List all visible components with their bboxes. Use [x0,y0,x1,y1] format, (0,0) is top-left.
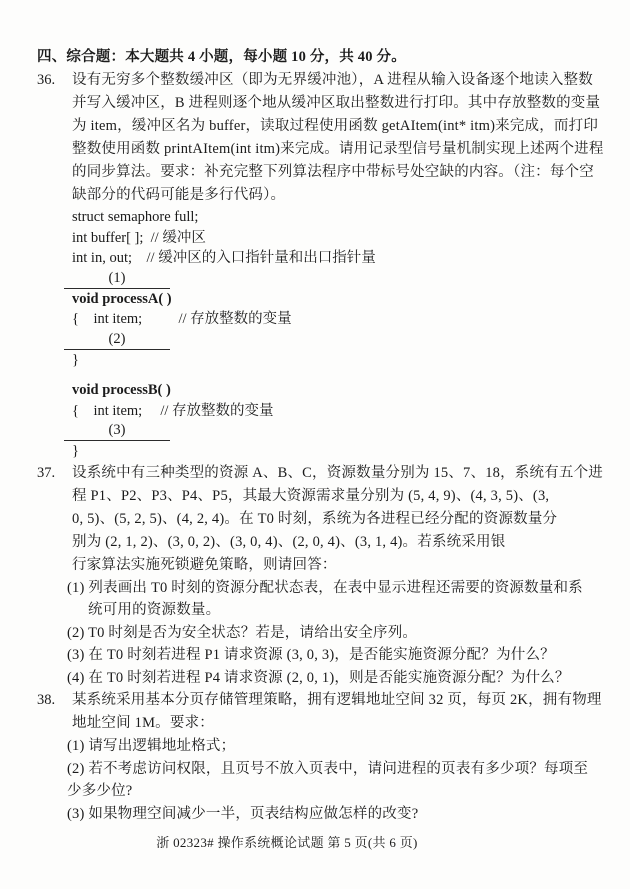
section-header: 四、综合题：本大题共 4 小题，每小题 10 分，共 40 分。 [37,49,406,65]
question-36-line-5: 的同步算法。要求：补充完整下列算法程序中带标号处空缺的内容。（注：每个空 [72,164,594,180]
question-36-number: 36. [37,72,56,88]
question-38-line-1: 某系统采用基本分页存储管理策略，拥有逻辑地址空间 32 页，每页 2K，拥有物理 [72,692,602,708]
code-line-processA-close: } [72,351,79,368]
code-line-struct-semaphore: struct semaphore full; [72,209,199,225]
question-38-line-2: 地址空间 1M。要求： [72,715,214,731]
question-36-line-1: 设有无穷多个整数缓冲区（即为无界缓冲池），A 进程从输入设备逐个地读入整数 [72,72,593,88]
code-line-void-processA: void processA( ) [72,290,172,307]
question-36 [37,69,604,462]
question-36-line-3: 为 item，缓冲区名为 buffer，读取过程使用函数 getAItem(int* itm)来完成，而打印 [72,118,599,134]
question-38-number: 38. [37,692,56,708]
question-38-body [67,689,604,825]
question-37-line-4: 别为 (2, 1, 2)、(3, 0, 2)、(3, 0, 4)、(2, 0, 4)、(3, 1, 4)。若系统采用银 [72,533,506,550]
question-37-subitem-1-wrap: 统可用的资源数量。 [88,602,221,618]
question-37 [37,462,604,690]
question-38 [37,689,604,825]
code-line-processB-close: } [72,443,79,459]
question-37-line-3: 0, 5)、(5, 2, 5)、(4, 2, 4)。在 T0 时刻，系统为各进程已经分配的资源数量分 [72,510,558,527]
question-37-subitem-1: (1) 列表画出 T0 时刻的资源分配状态表，在表中显示进程还需要的资源数量和系 [67,579,583,596]
question-38-subitem-3: (3) 如果物理空间减少一半，页表结构应做怎样的改变? [67,805,419,822]
question-37-body [67,462,604,690]
question-37-number: 37. [37,464,56,481]
code-line-processA-item: { int item; // 存放整数的变量 [72,311,292,327]
question-38-subitems [67,735,604,825]
fill-blank-3: (3) [64,421,170,441]
question-37-line-1: 设系统中有三种类型的资源 A、B、C，资源数量分别为 15、7、18，系统有五个进 [72,464,604,481]
code-line-int-in-out: int in, out; // 缓冲区的入口指针量和出口指针量 [72,250,376,266]
code-line-void-processB: void processB( ) [72,382,171,398]
code-block-gap [72,370,604,380]
question-37-subitem-4: (4) 在 T0 时刻若进程 P4 请求资源 (2, 0, 1)，则是否能实施资源分配？为什么？ [67,669,570,686]
question-36-line-2: 并写入缓冲区，B 进程则逐个地从缓冲区取出整数进行打印。其中存放整数的变量 [72,95,601,111]
question-38-subitem-2: (2) 若不考虑访问权限，且页号不放入页表中，请问进程的页表有多少项？每项至 [67,760,589,777]
fill-blank-2: (2) [64,330,170,350]
page-footer: 浙 02323# 操作系统概论试题 第 5 页(共 6 页) [156,835,418,850]
question-37-line-5: 行家算法实施死锁避免策略，则请回答： [72,556,337,573]
code-block [72,207,604,462]
question-37-line-2: 程 P1、P2、P3、P4、P5，其最大资源需求量分别为 (5, 4, 9)、(4, 3, 5)、(3, [72,487,550,504]
question-38-subitem-2-wrap: 少多少位? [67,783,133,799]
question-37-subitem-3: (3) 在 T0 时刻若进程 P1 请求资源 (3, 0, 3)，是否能实施资源分配？为什么？ [67,647,555,663]
question-37-subitems [67,577,604,690]
question-36-line-6: 缺部分的代码可能是多行代码）。 [72,187,286,203]
question-37-subitem-2: (2) T0 时刻是否为安全状态？若是，请给出安全序列。 [67,624,418,641]
code-line-processB-item: { int item; // 存放整数的变量 [72,402,274,419]
question-38-subitem-1: (1) 请写出逻辑地址格式； [67,738,236,754]
code-line-int-buffer: int buffer[ ]; // 缓冲区 [72,229,206,246]
fill-blank-1: (1) [64,269,170,289]
question-36-line-4: 整数使用函数 printAItem(int itm)来完成。请用记录型信号量机制实现上述两个进程 [72,141,604,157]
question-36-body [72,69,604,462]
